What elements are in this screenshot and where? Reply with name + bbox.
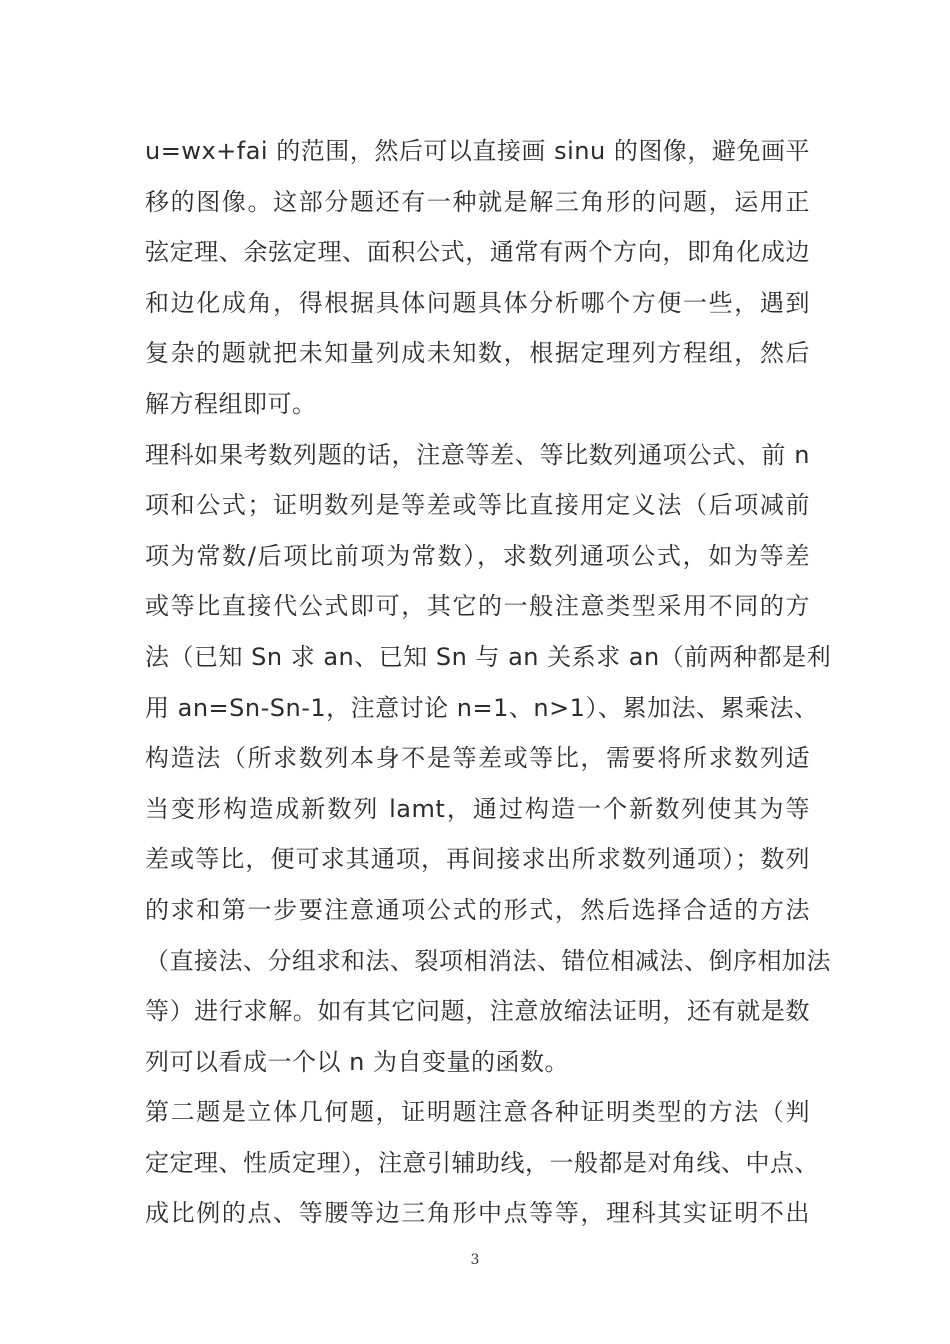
- text-line: 的求和第一步要注意通项公式的形式，然后选择合适的方法: [145, 895, 810, 924]
- text-line: 构造法（所求数列本身不是等差或等比，需要将所求数列适: [145, 744, 810, 773]
- text-line: 差或等比，便可求其通项，再间接求出所求数列通项）；数列: [145, 845, 810, 874]
- text-line: 定定理、性质定理），注意引辅助线，一般都是对角线、中点、: [145, 1148, 819, 1177]
- text-line: 解方程组即可。: [145, 389, 317, 418]
- text-line: 列可以看成一个以 n 为自变量的函数。: [145, 1047, 569, 1076]
- text-line: （直接法、分组求和法、裂项相消法、错位相减法、倒序相加法: [145, 946, 831, 975]
- paragraph-trig: [145, 126, 810, 430]
- text-line: 理科如果考数列题的话，注意等差、等比数列通项公式、前 n: [145, 440, 810, 469]
- text-line: 或等比直接代公式即可，其它的一般注意类型采用不同的方: [145, 592, 810, 621]
- text-line: 弦定理、余弦定理、面积公式，通常有两个方向，即角化成边: [145, 238, 810, 267]
- text-line: 法（已知 Sn 求 an、已知 Sn 与 an 关系求 an（前两种都是利: [145, 642, 832, 671]
- text-line: 当变形构造成新数列 lamt，通过构造一个新数列使其为等: [145, 794, 810, 823]
- text-line: 和边化成角，得根据具体问题具体分析哪个方便一些，遇到: [145, 288, 810, 317]
- paragraph-sequences: [145, 430, 832, 1088]
- text-line: 项为常数/后项比前项为常数），求数列通项公式，如为等差: [145, 541, 810, 570]
- paragraph-geometry: [145, 1087, 819, 1239]
- text-line: 等）进行求解。如有其它问题，注意放缩法证明，还有就是数: [145, 997, 810, 1026]
- page-body: [145, 126, 832, 1239]
- text-line: 成比例的点、等腰等边三角形中点等等，理科其实证明不出: [145, 1199, 810, 1228]
- text-line: 第二题是立体几何题，证明题注意各种证明类型的方法（判: [145, 1098, 810, 1127]
- page-number: 3: [470, 1252, 480, 1268]
- text-line: u=wx+fai 的范围，然后可以直接画 sinu 的图像，避免画平: [145, 137, 810, 165]
- text-line: 复杂的题就把未知量列成未知数，根据定理列方程组，然后: [145, 339, 810, 368]
- text-line: 移的图像。这部分题还有一种就是解三角形的问题，运用正: [145, 187, 810, 216]
- text-line: 用 an=Sn-Sn-1，注意讨论 n=1、n>1）、累加法、累乘法、: [145, 693, 819, 722]
- text-line: 项和公式；证明数列是等差或等比直接用定义法（后项减前: [145, 491, 810, 520]
